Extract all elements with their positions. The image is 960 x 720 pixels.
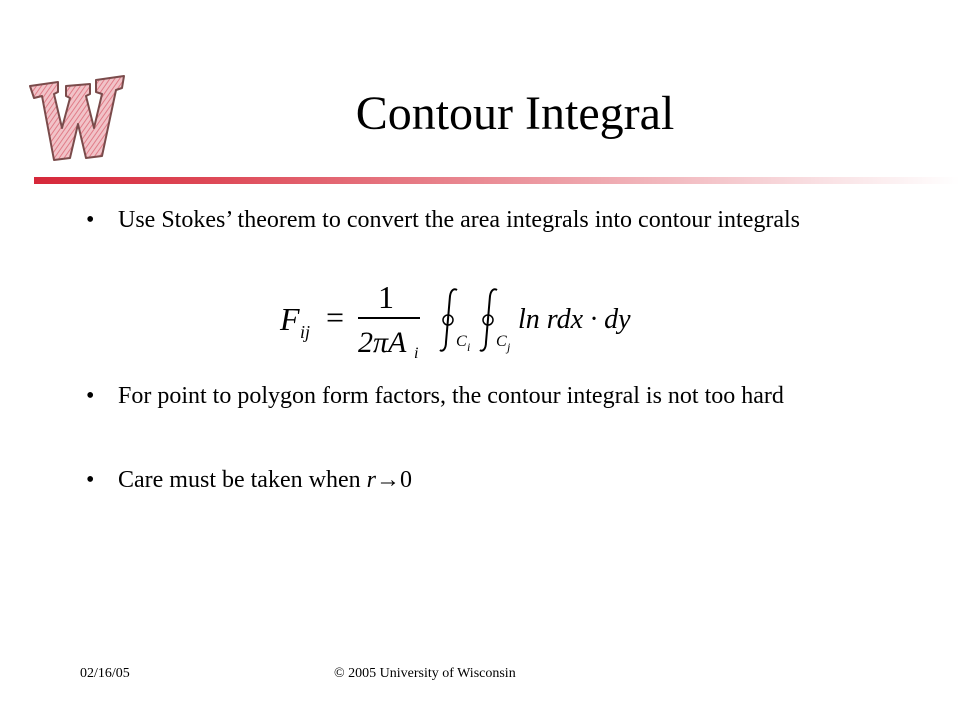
- footer-date: 02/16/05: [80, 666, 130, 681]
- formula-lhs-sub: ij: [300, 322, 311, 342]
- bullet-text: Use Stokes’ theorem to convert the area integrals into contour integrals: [118, 207, 801, 233]
- formula-integrand: ln rdx · dy: [518, 304, 631, 335]
- contour-integral-sign-2: [480, 289, 497, 350]
- bullet-text: Care must be taken when: [118, 467, 367, 493]
- formula-lhs: F: [280, 301, 300, 337]
- contour-integral-formula: [270, 280, 650, 360]
- formula-equals: =: [326, 299, 345, 335]
- formula-denominator-sub: i: [414, 345, 419, 360]
- contour-sub-1: C: [456, 333, 467, 350]
- bullet-arrow: →: [375, 467, 400, 493]
- bullet-marker: •: [86, 207, 95, 233]
- contour-sub-2: C: [496, 333, 507, 350]
- bullet-marker: •: [86, 383, 95, 409]
- bullet-zero: 0: [399, 467, 412, 493]
- bullet-text: For point to polygon form factors, the contour integral is not too hard: [118, 383, 784, 409]
- footer-copyright: © 2005 University of Wisconsin: [334, 666, 516, 681]
- wisconsin-w-logo: [24, 68, 134, 168]
- formula-denominator: 2πA: [358, 326, 407, 359]
- contour-integral-sign-1: [440, 289, 457, 350]
- contour-sub-2-index: j: [507, 340, 511, 354]
- title-divider: [34, 177, 960, 184]
- contour-sub-1-index: i: [467, 340, 471, 354]
- bullet-variable: r: [366, 467, 376, 493]
- bullet-marker: •: [86, 467, 95, 493]
- slide-title: Contour Integral: [355, 87, 675, 140]
- formula-numerator: 1: [378, 280, 394, 315]
